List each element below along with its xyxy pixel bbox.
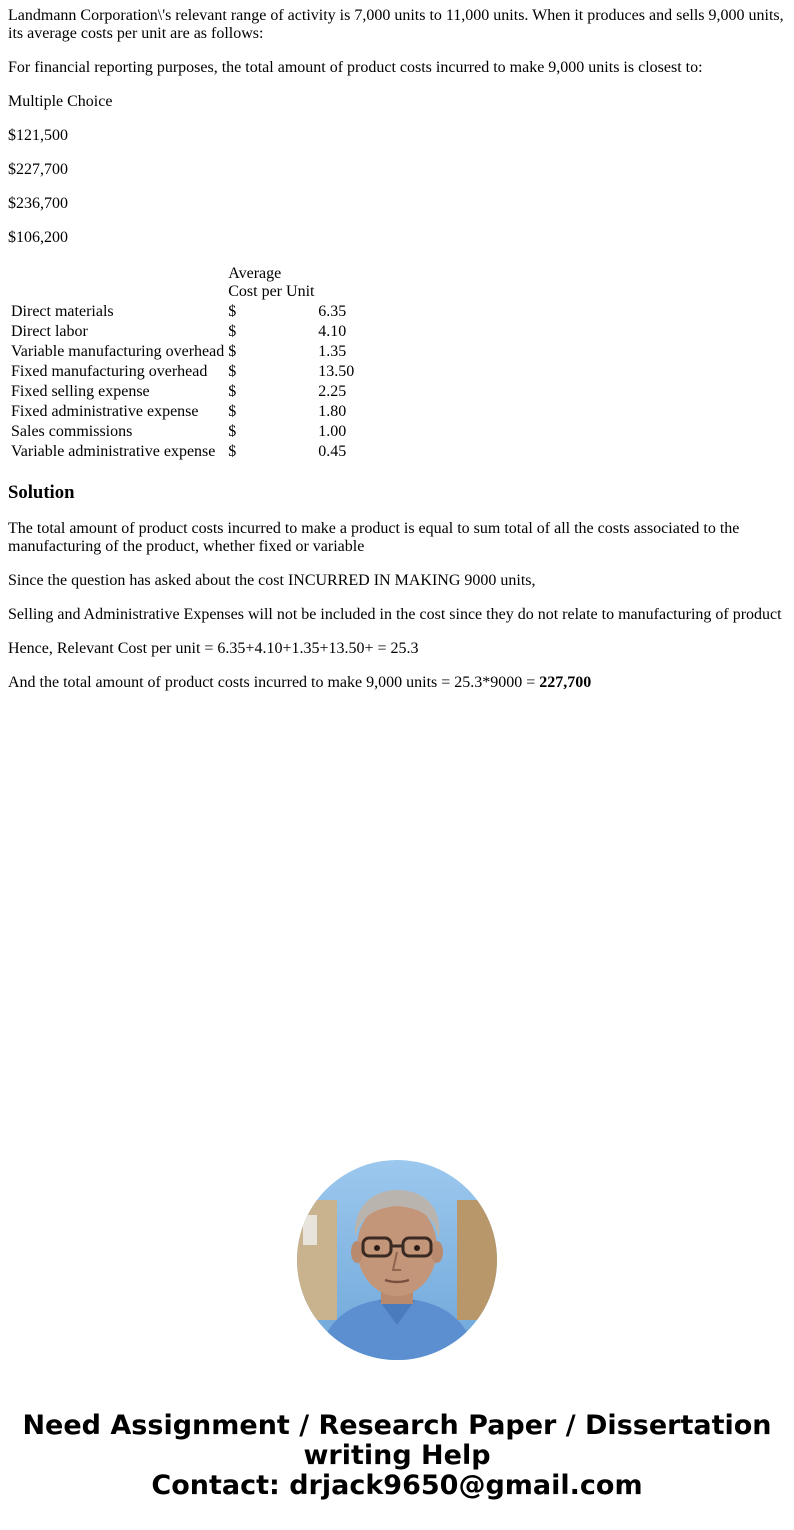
- footer-line-1: Need Assignment / Research Paper / Dissertation: [22, 1410, 772, 1441]
- row-symbol: $: [228, 403, 237, 420]
- footer-contact: Contact: drjack9650@gmail.com: [151, 1470, 643, 1501]
- header-line-2: Cost per Unit: [228, 283, 315, 300]
- row-label: Sales commissions: [11, 423, 133, 440]
- row-label: Direct labor: [11, 323, 88, 340]
- cost-table: [8, 263, 357, 463]
- table-row: [10, 443, 355, 461]
- choice-header: Multiple Choice: [8, 93, 113, 110]
- row-symbol: $: [228, 383, 237, 400]
- cost-table-header: [10, 265, 355, 301]
- row-label: Variable manufacturing overhead: [11, 343, 225, 360]
- avatar: [297, 1160, 497, 1360]
- row-symbol: $: [228, 443, 237, 460]
- table-row: [10, 323, 355, 341]
- solution-answer-prefix: And the total amount of product costs incurred to make 9,000 units = 25.3*9000 =: [8, 674, 540, 691]
- table-row: [10, 343, 355, 361]
- row-value: 1.00: [318, 423, 347, 440]
- row-value: 0.45: [318, 443, 347, 460]
- row-label: Direct materials: [11, 303, 114, 320]
- choice-option-3: $236,700: [8, 195, 68, 212]
- footer-line-2: writing Help: [303, 1440, 491, 1471]
- row-label: Fixed administrative expense: [11, 403, 199, 420]
- row-symbol: $: [228, 303, 237, 320]
- solution-paragraph-1: The total amount of product costs incurred to make a product is equal to sum total of all the costs associated to the manufacturing of the product, whether fixed or variable: [8, 520, 740, 555]
- row-symbol: $: [228, 343, 237, 360]
- header-line-1: Average: [228, 265, 282, 282]
- row-value: 13.50: [318, 363, 355, 380]
- row-label: Fixed selling expense: [11, 383, 150, 400]
- avatar-portrait: [297, 1160, 497, 1360]
- solution-paragraph-5: [8, 674, 786, 692]
- question-prompt: For financial reporting purposes, the total amount of product costs incurred to make 9,000 units is closest to:: [8, 59, 703, 76]
- solution-paragraph-3: Selling and Administrative Expenses will not be included in the cost since they do not relate to manufacturing of product: [8, 606, 782, 623]
- row-value: 1.35: [318, 343, 347, 360]
- table-row: [10, 403, 355, 421]
- row-value: 1.80: [318, 403, 347, 420]
- question-intro: Landmann Corporation\'s relevant range of activity is 7,000 units to 11,000 units. When it produces and sells 9,000 units, its average costs per unit are as follows:: [8, 7, 784, 42]
- row-label: Fixed manufacturing overhead: [11, 363, 208, 380]
- solution-heading: Solution: [8, 482, 75, 503]
- choice-option-1: $121,500: [8, 127, 68, 144]
- solution-paragraph-2: Since the question has asked about the cost INCURRED IN MAKING 9000 units,: [8, 572, 536, 589]
- table-row: [10, 423, 355, 441]
- row-symbol: $: [228, 323, 237, 340]
- row-value: 6.35: [318, 303, 347, 320]
- document-body: [0, 7, 794, 692]
- solution-paragraph-4: Hence, Relevant Cost per unit = 6.35+4.10+1.35+13.50+ = 25.3: [8, 640, 419, 657]
- row-value: 4.10: [318, 323, 347, 340]
- footer-banner: [0, 1411, 794, 1501]
- table-row: [10, 383, 355, 401]
- table-row: [10, 303, 355, 321]
- choice-option-4: $106,200: [8, 229, 68, 246]
- row-value: 2.25: [318, 383, 347, 400]
- choice-option-2: $227,700: [8, 161, 68, 178]
- row-symbol: $: [228, 423, 237, 440]
- cost-table-header-cell: [227, 265, 355, 301]
- solution-answer: 227,700: [539, 674, 592, 691]
- row-label: Variable administrative expense: [11, 443, 216, 460]
- table-row: [10, 363, 355, 381]
- row-symbol: $: [228, 363, 237, 380]
